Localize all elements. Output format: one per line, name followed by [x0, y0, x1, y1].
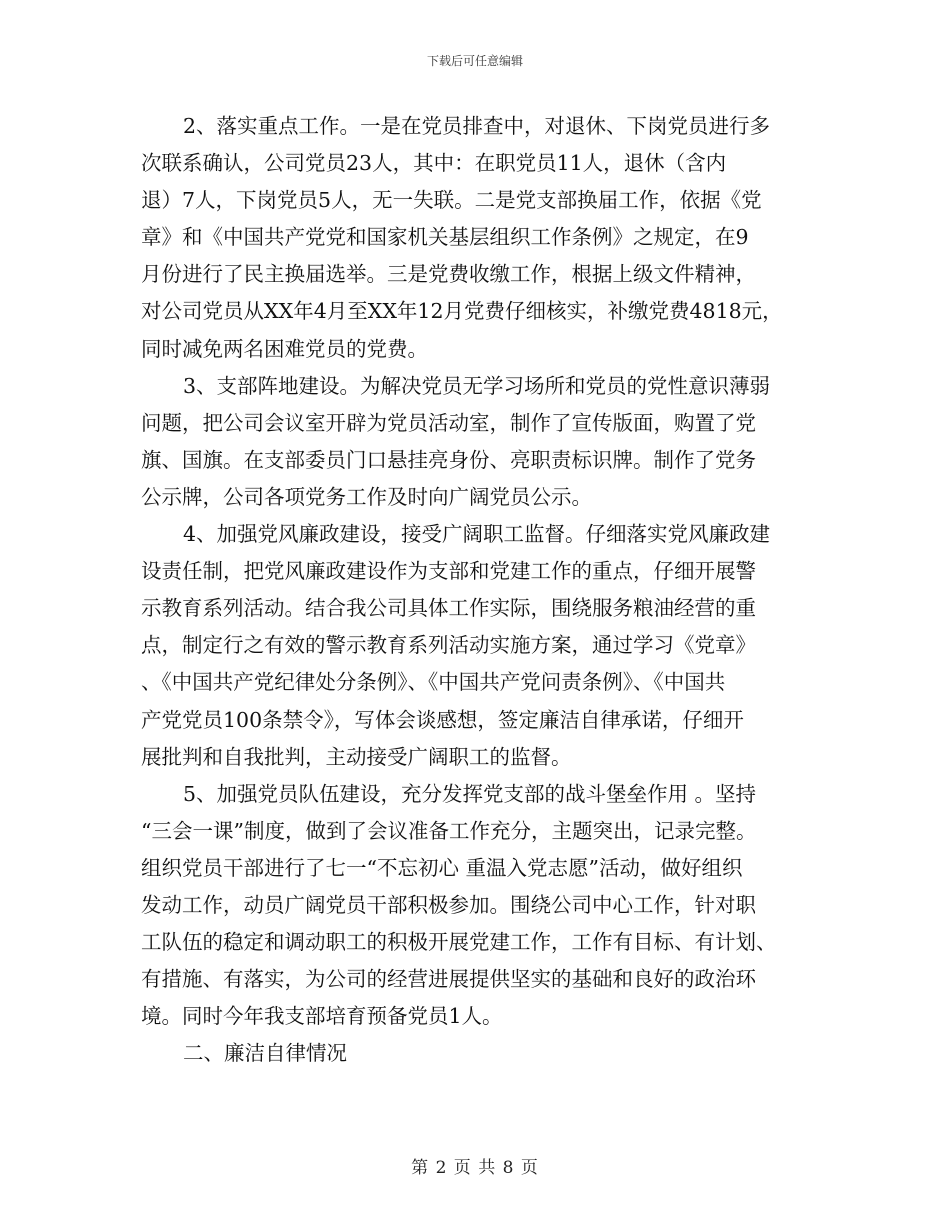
text-line: 月份进行了民主换届选举。三是党费收缴工作，根据上级文件精神，: [141, 262, 756, 287]
text-line: 点，制定行之有效的警示教育系列活动实施方案，通过学习《党章》: [141, 633, 756, 658]
text-line: 产党党员100条禁令》，写体会谈感想，签定廉洁自律承诺，仔细开: [141, 707, 744, 732]
text-line: 旗、国旗。在支部委员门口悬挂亮身份、亮职责标识牌。制作了党务: [141, 447, 756, 472]
text-line: 章》和《中国共产党党和国家机关基层组织工作条例》之规定，在9: [141, 225, 749, 250]
text-line: 退）7人，下岗党员5人，无一失联。二是党支部换届工作，依据《党: [141, 188, 762, 213]
text-line: 5、加强党员队伍建设，充分发挥党支部的战斗堡垒作用 。坚持: [183, 781, 757, 806]
text-line: 组织党员干部进行了七一“不忘初心 重温入党志愿”活动，做好组织: [141, 855, 743, 880]
text-line: 、《中国共产党纪律处分条例》、《中国共产党问责条例》、《中国共: [141, 670, 726, 695]
text-line: 示教育系列活动。结合我公司具体工作实际，围绕服务粮油经营的重: [141, 596, 756, 621]
text-line: 工队伍的稳定和调动职工的积极开展党建工作，工作有目标、有计划、: [141, 930, 777, 955]
document-body: [141, 108, 813, 1072]
text-line: 有措施、有落实，为公司的经营进展提供坚实的基础和良好的政治环: [141, 967, 756, 992]
text-line: “三会一课”制度，做到了会议准备工作充分，主题突出，记录完整。: [141, 818, 757, 843]
text-line: 2、落实重点工作。一是在党员排查中，对退休、下岗党员进行多: [183, 114, 771, 138]
text-line: 设责任制，把党风廉政建设作为支部和党建工作的重点，仔细开展警: [141, 559, 756, 584]
text-line: 展批判和自我批判，主动接受广阔职工的监督。: [141, 744, 572, 769]
text-line: 发动工作，动员广阔党员干部积极参加。围绕公司中心工作，针对职: [141, 892, 756, 917]
text-line: 4、加强党风廉政建设，接受广阔职工监督。仔细落实党风廉政建: [183, 522, 771, 547]
text-line: 问题，把公司会议室开辟为党员活动室，制作了宣传版面，购置了党: [141, 410, 756, 435]
page-number-footer: 第 2 页 共 8 页: [411, 1158, 539, 1178]
section-heading: 二、廉洁自律情况: [183, 1041, 347, 1066]
text-line: 3、支部阵地建设。为解决党员无学习场所和党员的党性意识薄弱: [183, 373, 771, 398]
text-line: 同时减免两名困难党员的党费。: [141, 336, 428, 361]
text-line: 公示牌，公司各项党务工作及时向广阔党员公示。: [141, 484, 592, 509]
page-header: 下载后可任意编辑: [426, 54, 523, 68]
text-line: 对公司党员从XX年4月至XX年12月党费仔细核实，补缴党费4818元，: [141, 299, 783, 324]
text-line: 境。同时今年我支部培育预备党员1人。: [141, 1004, 503, 1029]
text-line: 次联系确认，公司党员23人，其中：在职党员11人，退休（含内: [141, 151, 727, 176]
